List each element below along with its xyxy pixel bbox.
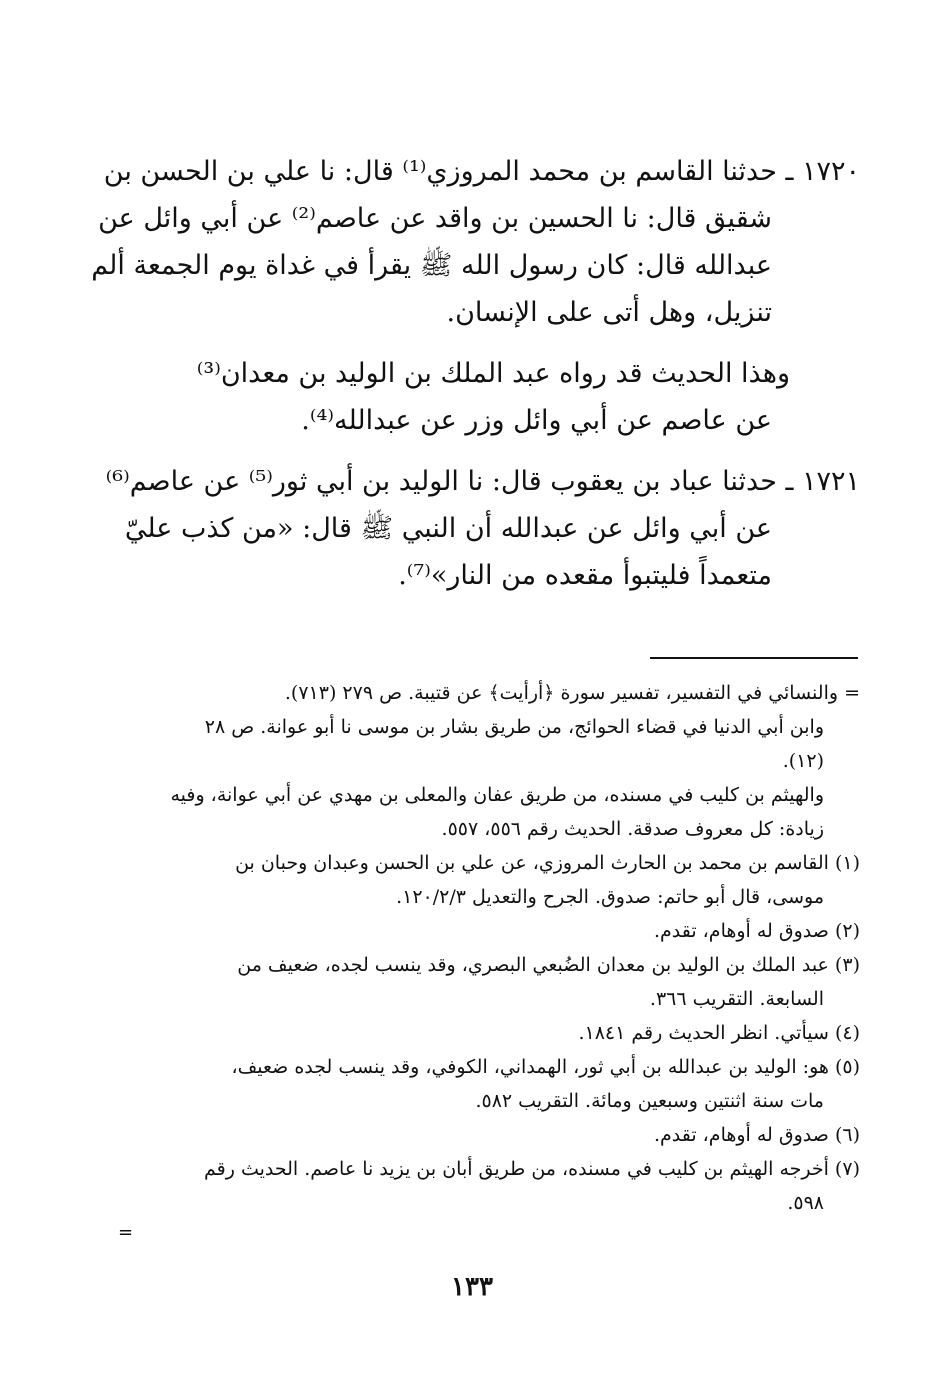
footnote-2	[150, 914, 860, 948]
hadith-1720	[91, 148, 860, 336]
footnote-4	[150, 1016, 860, 1050]
footnote-line: (٥) هو: الوليد بن عبدالله بن أبي ثور، الهمداني، الكوفي، وقد ينسب لجده ضعيف،	[231, 1056, 860, 1078]
footnote-6	[150, 1118, 860, 1152]
footnote-5	[150, 1050, 860, 1118]
footnote-line: ٥٩٨.	[787, 1192, 824, 1214]
footnote-continued-1	[150, 676, 860, 710]
hadith-1721	[105, 458, 860, 599]
footnote-3	[150, 948, 860, 1016]
continuation-mark: =	[118, 1222, 134, 1243]
footnote-line: والهيثم بن كليب في مسنده، من طريق عفان والمعلى بن مهدي عن أبي عوانة، وفيه	[170, 784, 824, 806]
footnote-line: زيادة: كل معروف صدقة. الحديث رقم ٥٥٦، ٥٥٧.	[441, 818, 824, 840]
page-number: ١٣٣	[451, 1272, 493, 1302]
footnote-line: (٦) صدوق له أوهام، تقدم.	[653, 1124, 860, 1146]
hadith-1720-line-4: تنزيل، وهل أتى على الإنسان.	[446, 297, 772, 328]
footnote-7	[150, 1152, 860, 1220]
footnote-continued-3	[150, 778, 860, 846]
commentary-line-2: عن عاصم عن أبي وائل وزر عن عبدالله⁽⁴⁾.	[301, 405, 772, 436]
hadith-1720-line-1: ١٧٢٠ ـ حدثنا القاسم بن محمد المروزي⁽¹⁾ قال: نا علي بن الحسن بن	[103, 156, 860, 187]
commentary-paragraph	[150, 350, 860, 444]
footnote-line: (٢) صدوق له أوهام، تقدم.	[653, 920, 860, 942]
footnote-line: (١٢).	[782, 750, 824, 772]
footnote-line: (٣) عبد الملك بن الوليد بن معدان الضُبعي البصري، وقد ينسب لجده، ضعيف من	[237, 954, 860, 976]
hadith-1721-line-3: متعمداً فليتبوأ مقعده من النار»⁽⁷⁾.	[398, 560, 772, 591]
hadith-1720-line-3: عبدالله قال: كان رسول الله ﷺ يقرأ في غداة يوم الجمعة ألم	[91, 250, 772, 281]
footnote-line: السابعة. التقريب ٣٦٦.	[649, 988, 824, 1010]
footnote-line: موسى، قال أبو حاتم: صدوق. الجرح والتعديل ١٢٠/٢/٣.	[396, 886, 824, 908]
footnote-divider	[650, 657, 858, 659]
footnote-1	[150, 846, 860, 914]
hadith-1721-line-2: عن أبي وائل عن عبدالله أن النبي ﷺ قال: «من كذب عليّ	[124, 513, 772, 544]
footnote-line: (٧) أخرجه الهيثم بن كليب في مسنده، من طريق أبان بن يزيد نا عاصم. الحديث رقم	[204, 1158, 860, 1180]
main-text	[91, 148, 860, 613]
footnote-line: مات سنة اثنتين وسبعين ومائة. التقريب ٥٨٢.	[475, 1090, 824, 1112]
commentary-line-1: وهذا الحديث قد رواه عبد الملك بن الوليد بن معدان⁽³⁾	[196, 358, 790, 389]
hadith-1721-line-1: ١٧٢١ ـ حدثنا عباد بن يعقوب قال: نا الوليد بن أبي ثور⁽⁵⁾ عن عاصم⁽⁶⁾	[105, 466, 860, 497]
footnote-line: (٤) سيأتي. انظر الحديث رقم ١٨٤١.	[578, 1022, 860, 1044]
footnote-line: وابن أبي الدنيا في قضاء الحوائج، من طريق بشار بن موسى نا أبو عوانة. ص ٢٨	[204, 716, 824, 738]
footnote-line: = والنسائي في التفسير، تفسير سورة ﴿أرأيت﴾ عن قتيبة. ص ٢٧٩ (٧١٣).	[284, 682, 860, 704]
footnote-continued-2	[150, 710, 860, 778]
footnote-line: (١) القاسم بن محمد بن الحارث المروزي، عن علي بن الحسن وعبدان وحبان بن	[235, 852, 860, 874]
hadith-1720-line-2: شقيق قال: نا الحسين بن واقد عن عاصم⁽²⁾ عن أبي وائل عن	[98, 203, 772, 234]
footnotes	[150, 676, 860, 1220]
